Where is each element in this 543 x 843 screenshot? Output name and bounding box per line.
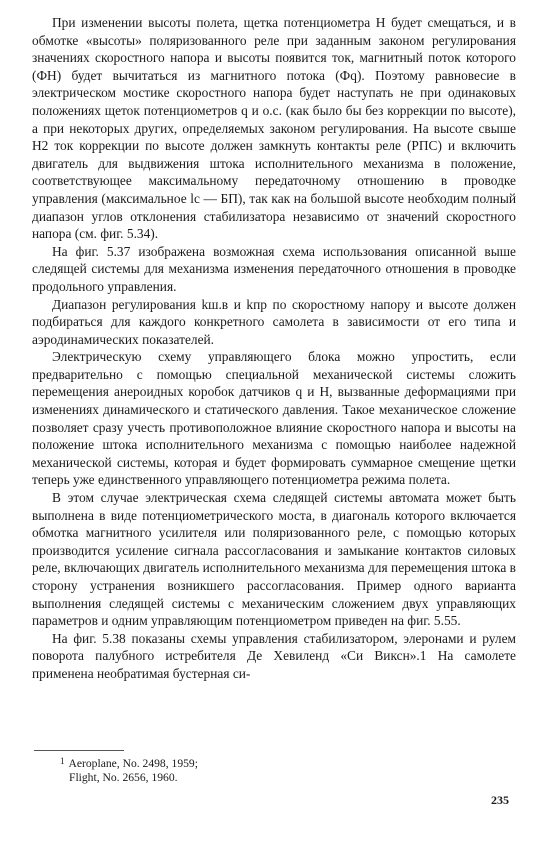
paragraph-3: Диапазон регулирования kш.в и kпр по скоростному напору и высоте должен подбираться для каждого конкретного самолета в зависимости от его типа и аэродинамических показателей.	[32, 296, 516, 347]
footnote-mark: 1	[60, 756, 65, 766]
page-body	[32, 14, 516, 683]
footnote-1-text: Aeroplane, No. 2498, 1959;	[68, 757, 198, 770]
paragraph-5: В этом случае электрическая схема следящей системы автомата может быть выполнена в виде потенциометрического моста, в диагональ которого включается обмотка магнитного усилителя или поляризованного реле, с помощью которых производится усиление сигнала рассогласования и замыкание контактов силовых реле, включающих двигатель исполнительного механизма для перемещения штока в сторону устранения возникшего рассогласования. Пример одного варианта выполнения следящей системы с механическим сложением двух управляющих параметров и одним управляющим потенциометром приведен на фиг. 5.55.	[32, 490, 516, 629]
footnotes	[60, 754, 360, 785]
paragraph-6: На фиг. 5.38 показаны схемы управления стабилизатором, элеронами и рулем поворота палубного истребителя Де Хевиленд «Си Виксн».1 На самолете применена необратимая бустерная си-	[32, 630, 516, 681]
paragraph-4: Электрическую схему управляющего блока можно упростить, если предварительно с помощью специальной механической системы сложить перемещения анероидных коробок датчиков q и H, вызванные деформациями при изменениях динамического и статического давления. Такое механическое сложение позволяет сразу учесть противоположное влияние скоростного напора и высоты на положение штока исполнительного механизма с помощью наиболее надежной механической системы, которая и будет формировать суммарное смещение щетки теперь уже единственного управляющего потенциометра режима полета.	[32, 349, 516, 488]
footnote-divider	[34, 750, 124, 751]
footnote-1-line-2: Flight, No. 2656, 1960.	[69, 771, 178, 784]
paragraph-2: На фиг. 5.37 изображена возможная схема использования описанной выше следящей системы для механизма изменения передаточного отношения в проводке продольного управления.	[32, 243, 516, 294]
paragraph-1: При изменении высоты полета, щетка потенциометра H будет смещаться, и в обмотке «высоты» поляризованного реле при заданным законом регулирования значениях скоростного напора и высоты появится ток, магнитный поток которого (ФH) будет вычитаться из магнитного потока (Фq). Поэтому равновесие в электрическом мостике скоростного напора будет наступать не при одинаковых положениях щеток потенциометров q и о.с. (как было бы без коррекции по высоте), а при некоторых других, определяемых законом регулирования. На высоте свыше H2 ток коррекции по высоте должен замкнуть контакты реле (РПС) и включить двигатель для выдвижения штока исполнительного механизма в положение, соответствующее максимальному передаточному отношению в проводке управления (максимальное lc — БП), так как на большой высоте необходим полный диапазон углов отклонения стабилизатора независимо от значений скоростного напора (см. фиг. 5.34).	[32, 15, 516, 242]
footnote-1-line-1	[60, 754, 360, 771]
page-number: 235	[491, 793, 509, 807]
